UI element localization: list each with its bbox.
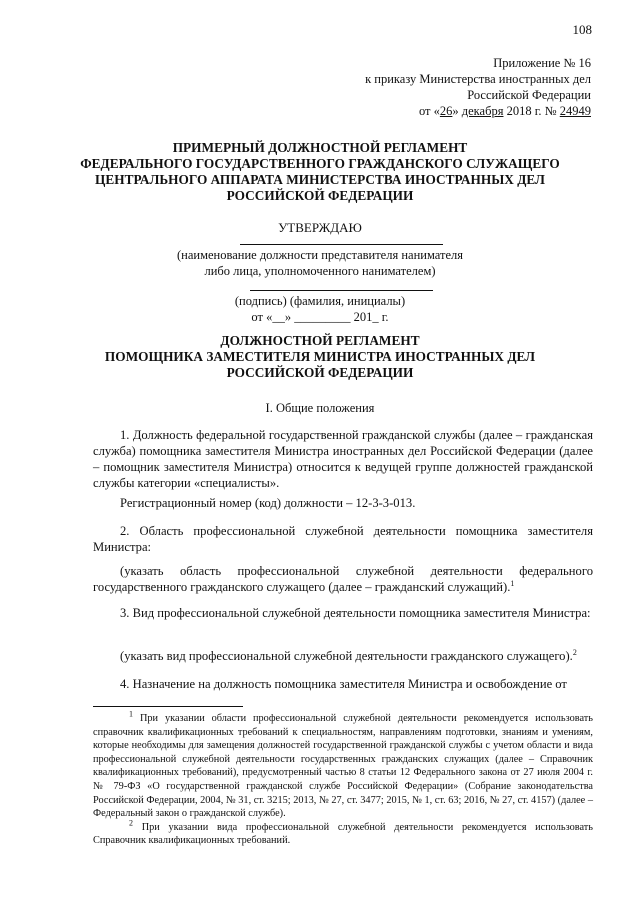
footnote-ref-1: 1 (510, 578, 515, 588)
signature-line (250, 290, 433, 291)
order-number: 24949 (559, 104, 591, 118)
paragraph-3-hint: (указать вид профессиональной служебной деятельности гражданского служащего).$^2$ (120, 647, 577, 663)
approve-date: от «__» _________ 201_ г. (251, 310, 389, 324)
footnotes (93, 709, 594, 848)
footnote-ref-2: 2 (572, 647, 577, 657)
appendix-date: от «26» декабря 2018 г. № 24949 (418, 104, 591, 118)
order-month: декабря (461, 104, 504, 118)
main-title: ПРИМЕРНЫЙ ДОЛЖНОСТНОЙ РЕГЛАМЕНТ ФЕДЕРАЛЬНОГО ГОСУДАРСТВЕННОГО ГРАЖДАНСКОГО СЛУЖАЩЕГО ЦЕНТРАЛЬНОГО АППАРАТА МИНИСТЕРСТВА ИНОСТРАННЫХ ДЕЛ РОССИЙСКОЙ ФЕДЕРАЦИИ (80, 140, 560, 203)
appendix-header (365, 55, 591, 119)
appendix-number: Приложение № 16 (493, 56, 591, 70)
order-day: 26 (439, 104, 453, 118)
appendix-federation: Российской Федерации (467, 88, 591, 102)
employer-caption: (наименование должности представителя нанимателя либо лица, уполномоченного нанимателем) (177, 248, 463, 278)
footnote-2: $^2$ При указании вида профессиональной служебной деятельности рекомендуется использовать Справочник квалификационных требований. (93, 818, 593, 847)
footnote-1: $^1$ При указании области профессиональной служебной деятельности рекомендуется использовать справочник квалификационных требований к специальностям, направлениям подготовки, знаниям и умениям, которые необходимы для замещения должностей государственной гражданской службы с учетом области и вида профессиональной служебной деятельности государственных гражданских служащих (далее – Справочник квалификационных требований), предусмотренный частью 8 статьи 12 Федерального закона от 27 июля 2004 г. № 79-ФЗ «О государственной гражданской службе Российской Федерации» (Собрание законодательства Российской Федерации, 2004, № 31, ст. 3215; 2013, № 27, ст. 3477; 2015, № 1, ст. 63; 2016, № 27, ст. 4157) (далее – Федеральный закон о гражданской службе). (93, 709, 594, 820)
paragraph-3: 3. Вид профессиональной служебной деятельности помощника заместителя Министра: (120, 606, 591, 620)
paragraph-2: 2. Область профессиональной служебной деятельности помощника заместителя Министра: (93, 524, 593, 554)
paragraph-1: 1. Должность федеральной государственной гражданской службы (далее – гражданская служба) помощника заместителя Министра иностранных дел Российской Федерации (далее – помощник заместителя Министра) относится к ведущей группе должностей гражданской службы категории «специалисты». (93, 428, 593, 490)
section-title: I. Общие положения (265, 401, 375, 415)
paragraph-4: 4. Назначение на должность помощника заместителя Министра и освобождение от (120, 677, 567, 691)
regulation-title: ДОЛЖНОСТНОЙ РЕГЛАМЕНТ ПОМОЩНИКА ЗАМЕСТИТЕЛЯ МИНИСТРА ИНОСТРАННЫХ ДЕЛ РОССИЙСКОЙ ФЕДЕРАЦИИ (104, 333, 536, 380)
registration-number: Регистрационный номер (код) должности – 12-3-3-013. (120, 496, 416, 510)
appendix-order: к приказу Министерства иностранных дел (365, 72, 591, 86)
page-number: 108 (572, 22, 592, 37)
footnote-separator (93, 706, 243, 707)
employer-line (240, 244, 443, 245)
approve-label: УТВЕРЖДАЮ (278, 220, 362, 235)
signature-caption: (подпись) (фамилия, инициалы) от «__» _________ 201_ г. (0, 293, 640, 325)
paragraph-2-hint: (указать область профессиональной служебной деятельности федерального государственного гражданского служащего (далее – гражданский служащий).$^1$ (93, 564, 593, 594)
